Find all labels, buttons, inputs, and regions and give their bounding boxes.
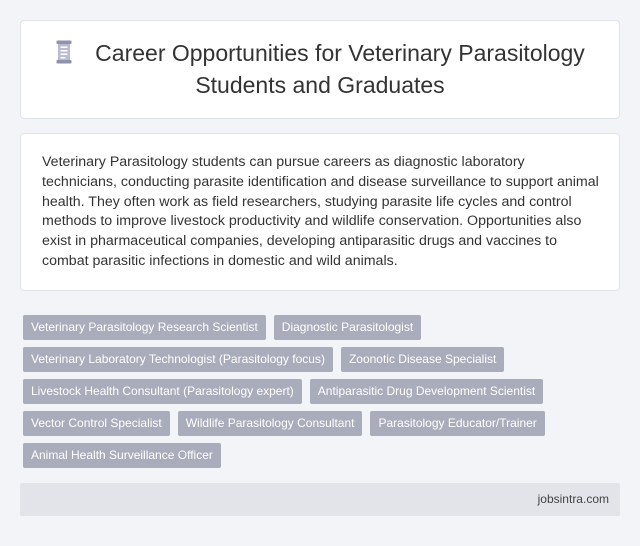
career-tag[interactable]: Diagnostic Parasitologist xyxy=(274,315,421,340)
page-title-text: Career Opportunities for Veterinary Parasitology Students and Graduates xyxy=(95,40,585,98)
document-icon xyxy=(55,40,73,71)
title-card xyxy=(20,20,620,119)
career-tag[interactable]: Animal Health Surveillance Officer xyxy=(23,443,221,468)
description-card xyxy=(20,133,620,291)
career-tag[interactable]: Vector Control Specialist xyxy=(23,411,170,436)
career-tag[interactable]: Parasitology Educator/Trainer xyxy=(370,411,544,436)
career-tag[interactable]: Zoonotic Disease Specialist xyxy=(341,347,504,372)
footer-site-link[interactable]: jobsintra.com xyxy=(537,492,609,506)
career-tag[interactable]: Veterinary Laboratory Technologist (Parasitology focus) xyxy=(23,347,333,372)
description-text: Veterinary Parasitology students can pursue careers as diagnostic laboratory technicians, conducting parasite identification and disease surveillance to support animal health. They often work as field researchers, studying parasite life cycles and control methods to improve livestock productivity and wildlife conservation. Opportunities also exist in pharmaceutical companies, developing antiparasitic drugs and vaccines to combat parasitic infections in domestic and wild animals. xyxy=(42,154,599,269)
career-tags xyxy=(23,315,613,475)
career-tag[interactable]: Wildlife Parasitology Consultant xyxy=(178,411,363,436)
career-tag[interactable]: Livestock Health Consultant (Parasitology expert) xyxy=(23,379,302,404)
career-tag[interactable]: Veterinary Parasitology Research Scientist xyxy=(23,315,266,340)
career-tag[interactable]: Antiparasitic Drug Development Scientist xyxy=(310,379,543,404)
footer xyxy=(20,483,620,516)
page-title xyxy=(51,39,589,100)
